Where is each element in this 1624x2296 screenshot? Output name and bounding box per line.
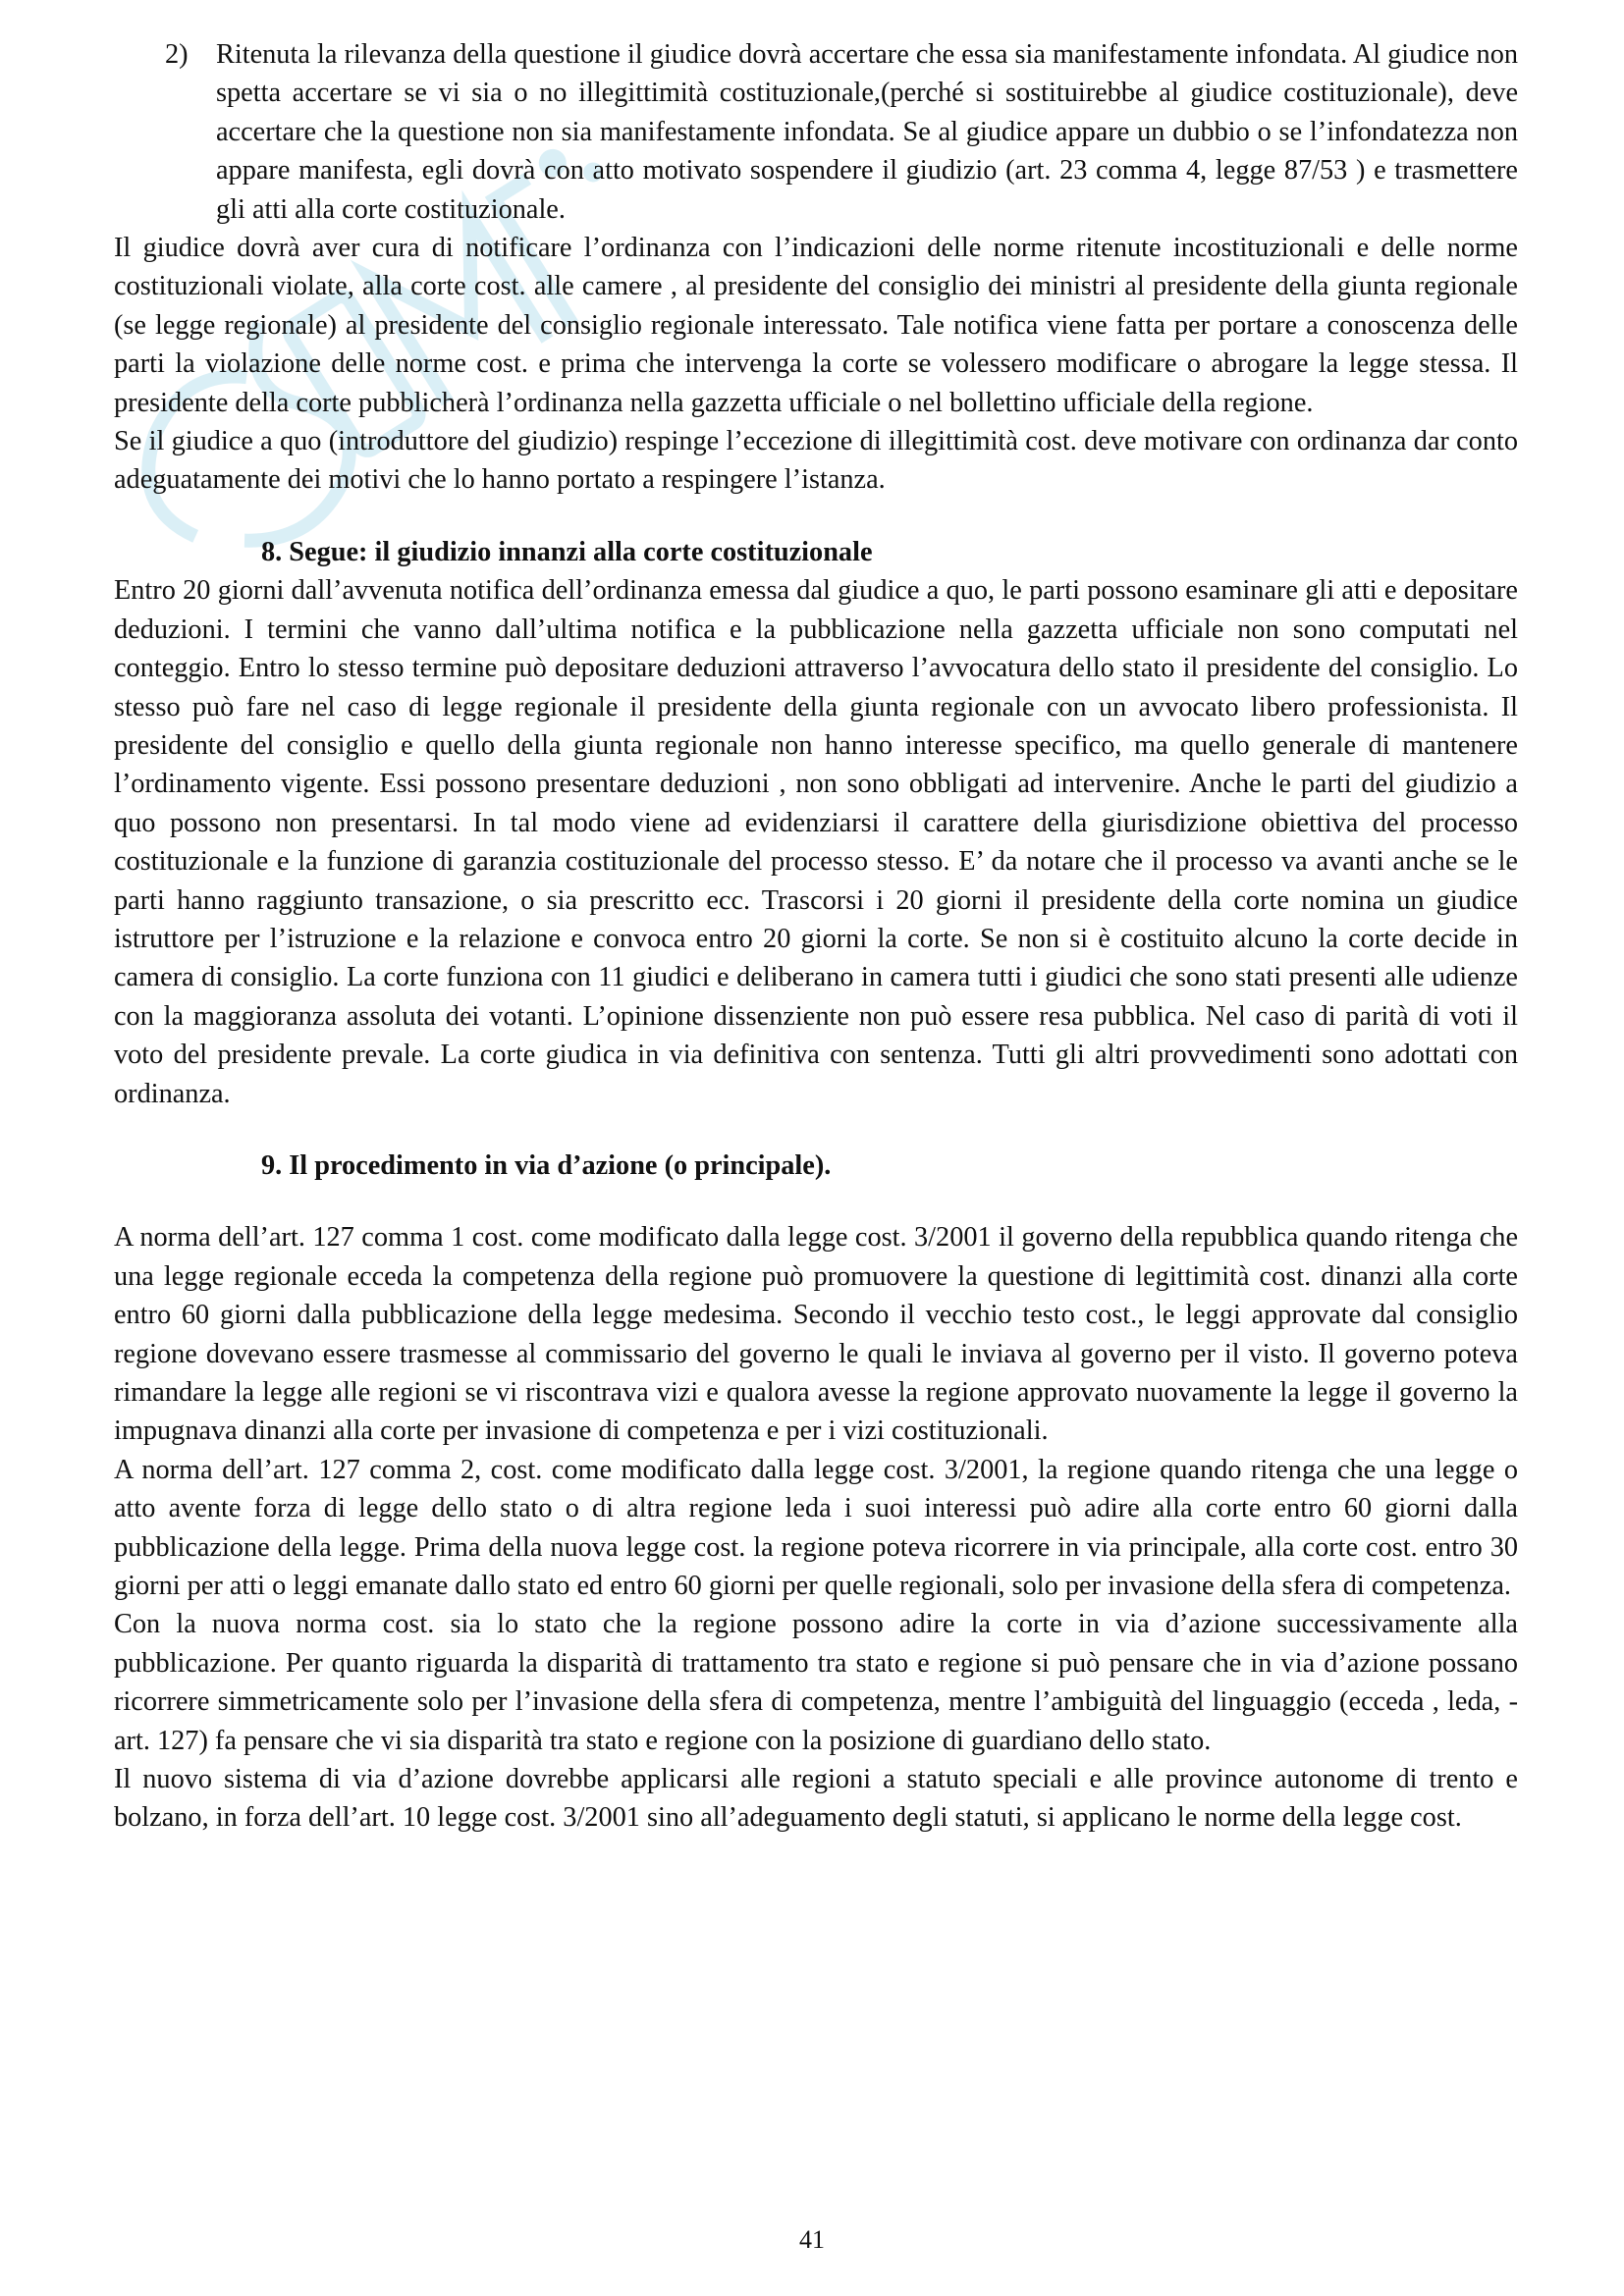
section-heading-8: 8. Segue: il giudizio innanzi alla corte costituzionale xyxy=(261,536,873,567)
paragraph-art127-comma2: A norma dell’art. 127 comma 2, cost. come modificato dalla legge cost. 3/2001, la regione quando ritenga che una legge o atto avente forza di legge dello stato o di altra regione leda i suoi interessi può adire alla corte entro 60 giorni dalla pubblicazione della legge. Prima della nuova legge cost. la regione poteva ricorrere in via principale, alla corte cost. entro 30 giorni per atti o leggi emanate dallo stato ed entro 60 giorni per quelle regionali, solo per invasione della sfera di competenza. xyxy=(114,1454,1518,1602)
paragraph-nuova-norma: Con la nuova norma cost. sia lo stato che la regione possono adire la corte in via d’azione successivamente alla pubblicazione. Per quanto riguarda la disparità di trattamento tra stato e regione si può pensare che in via d’azione possano ricorrere simmetricamente solo per l’invasione della sfera di competenza, mentre l’ambiguità del linguaggio (ecceda , leda, - art. 127) fa pensare che vi sia disparità tra stato e regione con la posizione di guardiano dello stato. xyxy=(114,1609,1518,1756)
page-number: 41 xyxy=(799,2225,825,2254)
paragraph-giudice-a-quo: Se il giudice a quo (introduttore del giudizio) respinge l’eccezione di illegittimità cost. deve motivare con ordinanza dar conto adeguatamente dei motivi che lo hanno portato a respingere l’istanza. xyxy=(114,426,1518,496)
section-heading-9: 9. Il procedimento in via d’azione (o principale). xyxy=(261,1149,832,1181)
paragraph-notifica: Il giudice dovrà aver cura di notificare l’ordinanza con l’indicazioni delle norme ritenute incostituzionali e delle norme costituzionali violate, alla corte cost. alle camere , al presidente del consiglio dei ministri al presidente della giunta regionale (se legge regionale) al presidente del consiglio regionale interessato. Tale notifica viene fatta per portare a conoscenza delle parti la violazione delle norme cost. e prima che intervenga la corte se volessero modificare o abrogare la legge stessa. Il presidente della corte pubblicherà l’ordinanza nella gazzetta ufficiale o nel bollettino ufficiale della regione. xyxy=(114,233,1518,418)
list-item-number: 2) xyxy=(165,39,189,70)
paragraph-art127-comma1: A norma dell’art. 127 comma 1 cost. come modificato dalla legge cost. 3/2001 il governo della repubblica quando ritenga che una legge regionale ecceda la competenza della regione può promuovere la questione di legittimità cost. dinanzi alla corte entro 60 giorni dalla pubblicazione della legge medesima. Secondo il vecchio testo cost., le leggi approvate dal consiglio regione dovevano essere trasmesse al commissario del governo le quali le inviava al governo per il visto. Il governo poteva rimandare la legge alle regioni se vi riscontrava vizi e qualora avesse la regione approvato nuovamente la legge il governo la impugnava dinanzi alla corte per invasione di competenza e per i vizi costituzionali. xyxy=(114,1222,1518,1447)
paragraph-giudizio-corte: Entro 20 giorni dall’avvenuta notifica dell’ordinanza emessa dal giudice a quo, le parti possono esaminare gli atti e depositare deduzioni. I termini che vanno dall’ultima notifica e la pubblicazione nella gazzetta ufficiale non sono computati nel conteggio. Entro lo stesso termine può depositare deduzioni attraverso l’avvocatura dello stato il presidente del consiglio. Lo stesso può fare nel caso di legge regionale il presidente della giunta regionale con un avvocato libero professionista. Il presidente del consiglio e quello della giunta regionale non hanno interesse specifico, ma quello generale di mantenere l’ordinamento vigente. Essi possono presentare deduzioni , non sono obbligati ad intervenire. Anche le parti del giudizio a quo possono non presentarsi. In tal modo viene ad evidenziarsi il carattere della giurisdizione obiettiva del processo costituzionale e la funzione di garanzia costituzionale del processo stesso. E’ da notare che il processo va avanti anche se le parti hanno raggiunto transazione, o sia prescritto ecc. Trascorsi i 20 giorni il presidente della corte nomina un giudice istruttore per l’istruzione e la relazione e convoca entro 20 giorni la corte. Se non si è costituito alcuno la corte decide in camera di consiglio. La corte funziona con 11 giudici e deliberano in camera tutti i giudici che sono stati presenti alle udienze con la maggioranza assoluta dei votanti. L’opinione dissenziente non può essere resa pubblica. Nel caso di parità di voti il voto del presidente prevale. La corte giudica in via definitiva con sentenza. Tutti gli altri provvedimenti sono adottati con ordinanza. xyxy=(114,575,1518,1109)
spacer xyxy=(114,1113,1518,1147)
spacer xyxy=(114,500,1518,533)
spacer xyxy=(114,1185,1518,1218)
list-item-text: Ritenuta la rilevanza della questione il giudice dovrà accertare che essa sia manifestamente infondata. Al giudice non spetta accertare se vi sia o no illegittimità costituzionale,(perché si sostituirebbe al giudice costituzionale), deve accertare che la questione non sia manifestamente infondata. Se al giudice appare un dubbio o se l’infondatezza non appare manifesta, egli dovrà con atto motivato sospendere il giudizio (art. 23 comma 4, legge 87/53 ) e trasmettere gli atti alla corte costituzionale. xyxy=(216,39,1518,225)
list-item-2 xyxy=(165,35,1518,229)
paragraph-nuovo-sistema: Il nuovo sistema di via d’azione dovrebbe applicarsi alle regioni a statuto speciali e alle province autonome di trento e bolzano, in forza dell’art. 10 legge cost. 3/2001 sino all’adeguamento degli statuti, si applicano le norme della legge cost. xyxy=(114,1764,1518,1834)
document-body xyxy=(114,35,1518,1838)
